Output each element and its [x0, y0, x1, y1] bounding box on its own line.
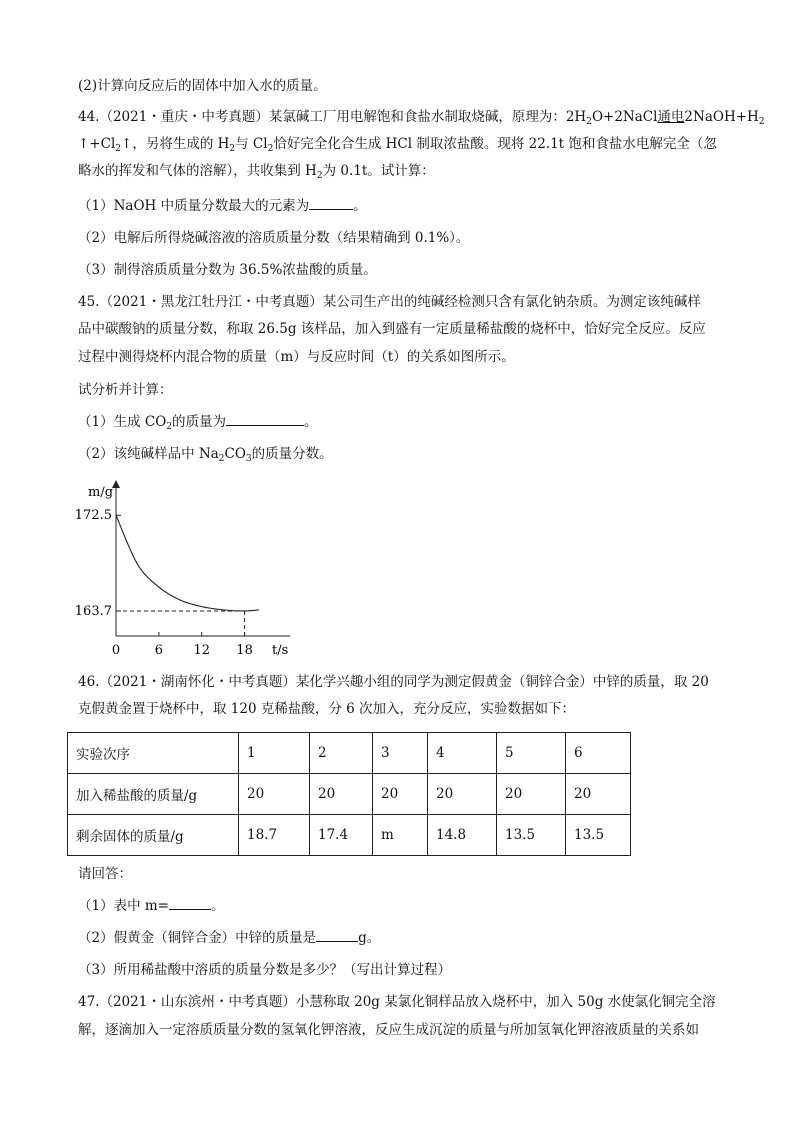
q45-instruction: 试分析并计算：: [78, 382, 173, 398]
y-tick-label: 163.7: [74, 603, 112, 619]
answer-blank[interactable]: [309, 197, 353, 210]
x-tick-label: 0: [111, 643, 121, 656]
q47-stem-line2: 解，逐滴加入一定溶质质量分数的氢氧化钾溶液，反应生成沉淀的质量与所加氢氧化钾溶液质量的关系如: [78, 1022, 699, 1038]
q47-stem-line1: 47.（2021・山东滨州・中考真题）小慧称取 20g 某氯化铜样品放入烧杯中，加入 50g 水使氯化铜完全溶: [78, 994, 716, 1010]
q46-stem-line2: 克假黄金置于烧杯中，取 120 克稀盐酸，分 6 次加入，充分反应，实验数据如下：: [78, 701, 576, 717]
q45-part1: （1）生成 $CO_2$的质量为 。: [78, 414, 318, 432]
q44-stem-line1: 44.（2021・重庆・中考真题）某氯碱工厂用电解饱和食盐水制取烧碱，原理为：$2H_2O+2NaCl$通电$2NaOH+H_2$: [78, 109, 765, 127]
answer-blank[interactable]: [316, 929, 358, 942]
table-row-header: 剩余固体的质量/g: [68, 815, 239, 856]
q45-stem-line3: 过程中测得烧杯内混合物的质量（m）与反应时间（t）的关系如图所示。: [78, 349, 515, 365]
table-cell: 20: [310, 774, 373, 815]
table-cell: 3: [373, 733, 428, 774]
q45-stem-line1: 45.（2021・黑龙江牡丹江・中考真题）某公司生产出的纯碱经检测只含有氯化钠杂质。为测定该纯碱样: [78, 294, 701, 310]
table-row: [68, 774, 631, 815]
table-cell: 1: [239, 733, 310, 774]
q46-stem-line1: 46.（2021・湖南怀化・中考真题）某化学兴趣小组的同学为测定假黄金（铜锌合金）中锌的质量，取 20: [78, 674, 709, 690]
q45-stem-line2: 品中碳酸钠的质量分数，称取 26.5g 该样品，加入到盛有一定质量稀盐酸的烧杯中，恰好完全反应。反应: [78, 321, 706, 337]
q44-stem-line3: 略水的挥发和气体的溶解），共收集到 $H_2$为 0.1t。试计算：: [78, 163, 435, 181]
table-cell: 20: [566, 774, 631, 815]
table-cell: 13.5: [566, 815, 631, 856]
table-cell: 18.7: [239, 815, 310, 856]
q44-part1: （1）NaOH 中质量分数最大的元素为 。: [78, 198, 367, 214]
table-row-header: 实验次序: [68, 733, 239, 774]
table-cell: 13.5: [497, 815, 566, 856]
q46-part3: （3）所用稀盐酸中溶质的质量分数是多少？（写出计算过程）: [78, 962, 452, 978]
mass-time-chart: [70, 478, 290, 656]
q46-part1: （1）表中 m= 。: [78, 898, 225, 914]
x-tick-label: 12: [193, 643, 210, 656]
q46-answer-heading: 请回答：: [78, 866, 132, 882]
q44-stem-line2: $↑+Cl_2↑$，另将生成的 $H_2$与 $Cl_2$恰好完全化合生成 HCl 制取浓盐酸。现将 22.1t 饱和食盐水电解完全（忽: [78, 136, 717, 154]
table-cell: 4: [428, 733, 497, 774]
y-axis-label: m/g: [88, 485, 114, 500]
table-cell: 20: [497, 774, 566, 815]
experiment-data-table: [67, 732, 631, 856]
table-row: [68, 815, 631, 856]
q44-part3: （3）制得溶质质量分数为 36.5%浓盐酸的质量。: [78, 262, 377, 278]
table-cell: 2: [310, 733, 373, 774]
table-cell: 5: [497, 733, 566, 774]
q43-part2: (2)计算向反应后的固体中加入水的质量。: [78, 78, 327, 94]
answer-blank[interactable]: [226, 413, 304, 426]
mass-curve: [116, 515, 259, 611]
table-cell: 20: [428, 774, 497, 815]
answer-blank[interactable]: [169, 897, 211, 910]
q46-part2: （2）假黄金（铜锌合金）中锌的质量是 g。: [78, 930, 381, 946]
electrolysis-condition: 通电: [657, 109, 685, 125]
x-tick-label: 18: [236, 643, 253, 656]
table-cell: 6: [566, 733, 631, 774]
y-tick-label: 172.5: [74, 508, 112, 524]
q45-part2: （2）该纯碱样品中 $Na_2CO_3$的质量分数。: [78, 446, 333, 464]
table-row: [68, 733, 631, 774]
x-axis-label: t/s: [272, 643, 289, 656]
q44-part2: （2）电解后所得烧碱溶液的溶质质量分数（结果精确到 0.1%）。: [78, 230, 470, 246]
table-cell: 20: [373, 774, 428, 815]
table-cell: 17.4: [310, 815, 373, 856]
table-cell: m: [373, 815, 428, 856]
table-cell: 20: [239, 774, 310, 815]
x-tick-label: 6: [154, 643, 163, 656]
table-cell: 14.8: [428, 815, 497, 856]
table-row-header: 加入稀盐酸的质量/g: [68, 774, 239, 815]
